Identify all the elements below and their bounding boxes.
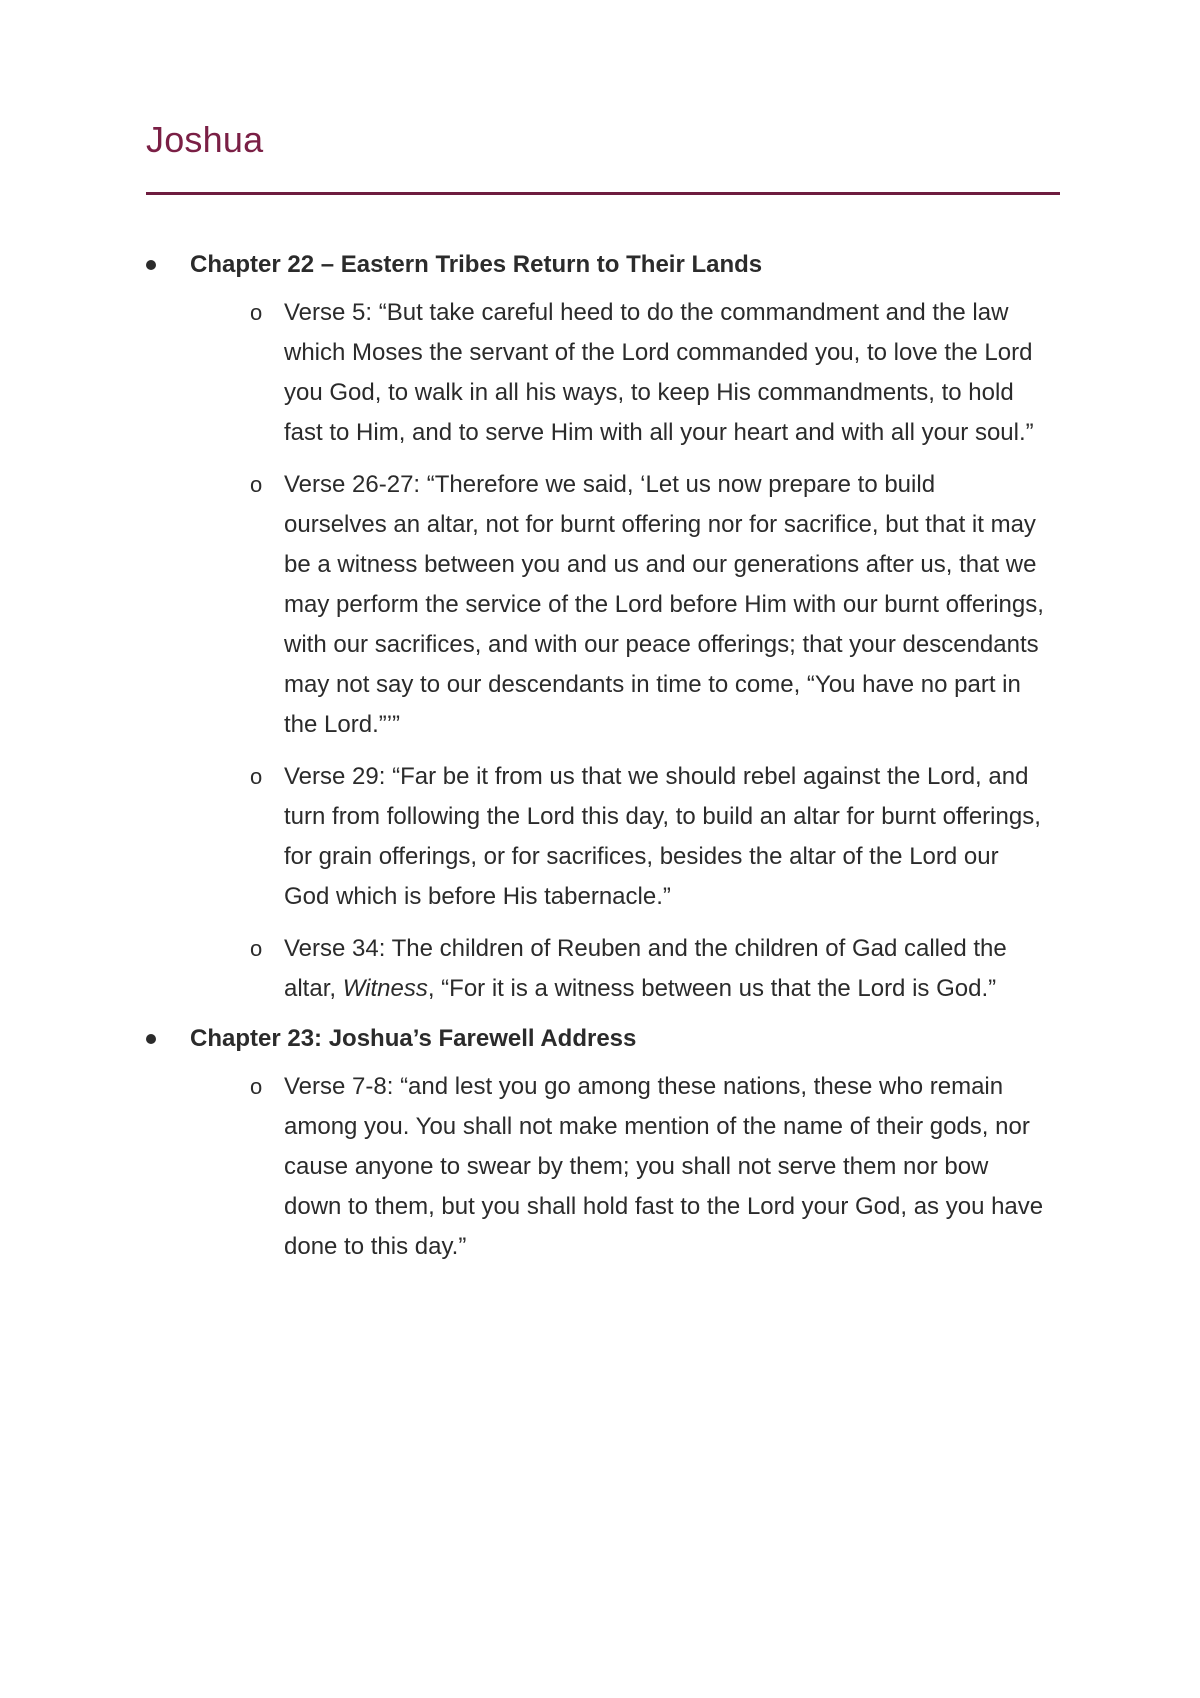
verse-text: Verse 7-8: “and lest you go among these nations, these who remain among you. You shall not make mention of the name of their gods, nor cause anyone to swear by them; you shall not serve them nor bow down to them, but you shall hold fast to the Lord your God, as you have done to this day.” [284,1073,1044,1260]
chapter-item [146,1021,1060,1267]
verse-text: Verse 26-27: “Therefore we said, ‘Let us now prepare to build ourselves an altar, not for burnt offering nor for sacrifice, but that it may be a witness between you and us and our generations after us, that we may perform the service of the Lord before Him with our burnt offerings, with our sacrifices, and with our peace offerings; that your descendants may not say to our descendants in time to come, “You have no part in the Lord.”’” [284,471,1044,738]
hollow-bullet-icon: o [250,936,263,961]
document-title: Joshua [146,119,264,160]
verse-item [250,465,1044,745]
verse-text-plain: , “For it is a witness between us that the Lord is God.” [427,975,997,1002]
hollow-bullet-icon: o [250,764,263,789]
hollow-bullet-icon: o [250,300,263,325]
verse-item [250,293,1044,453]
verse-text-italic: Witness [342,975,428,1002]
verse-item [250,1067,1044,1267]
verse-text: Verse 29: “Far be it from us that we should rebel against the Lord, and turn from following the Lord this day, to build an altar for burnt offerings, for grain offerings, or for sacrifices, besides the altar of the Lord our God which is before His tabernacle.” [284,763,1041,910]
verse-list [190,293,1060,1009]
verse-item [250,929,1044,1009]
verse-text-plain: Verse 34: The children of Reuben and the children of Gad called the altar, [284,935,1007,1002]
bullet-icon [146,1034,156,1044]
hollow-bullet-icon: o [250,1074,263,1099]
hollow-bullet-icon: o [250,472,263,497]
chapter-item [146,247,1060,1009]
verse-text: Verse 5: “But take careful heed to do the commandment and the law which Moses the servant of the Lord commanded you, to love the Lord you God, to walk in all his ways, to keep His commandments, to hold fast to Him, and to serve Him with all your heart and with all your soul.” [284,299,1034,446]
bullet-icon [146,260,156,270]
chapter-list [146,247,1060,1267]
verse-list [190,1067,1060,1267]
chapter-heading: Chapter 22 – Eastern Tribes Return to Their Lands [190,251,763,278]
verse-text [284,935,1007,1002]
verse-item [250,757,1044,917]
title-divider [146,192,1060,195]
chapter-heading: Chapter 23: Joshua’s Farewell Address [190,1025,637,1052]
